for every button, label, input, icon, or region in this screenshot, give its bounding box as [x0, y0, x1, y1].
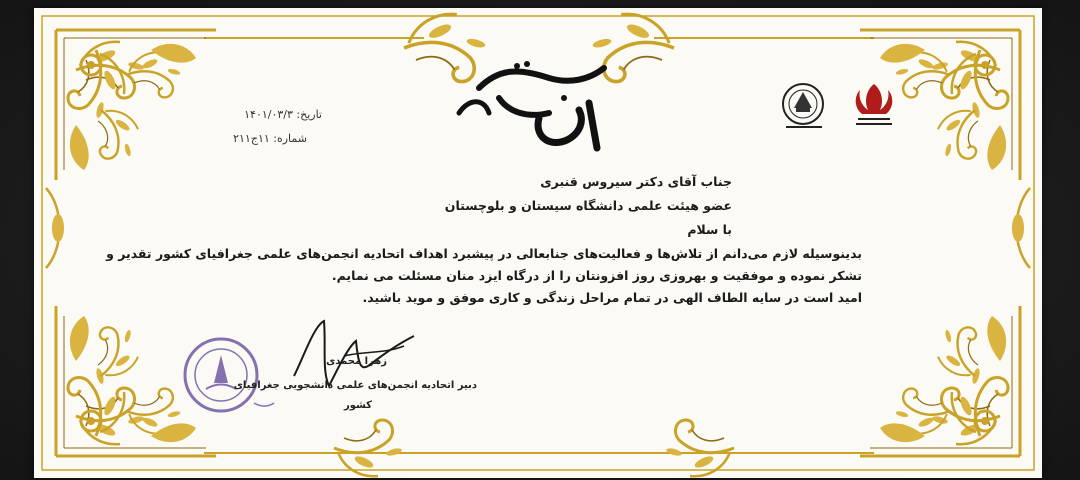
body-line-3: امید است در سایه الطاف الهی در تمام مراحل زندگی و کاری موفق و موید باشید. [362, 290, 862, 305]
association-stamp-icon [176, 333, 276, 423]
certificate-date: تاریخ: ۱۴۰۱/۰۳/۳ [244, 108, 322, 121]
certificate-number: شماره: ۱۱ج۲۱۱ [233, 132, 307, 145]
signer-name: زهرا محمدی [326, 356, 387, 367]
signer-title: دبیر اتحادیه انجمن‌های علمی دانشجویی جغرافیای [233, 380, 477, 391]
iran-emblem-icon [844, 80, 904, 130]
body-line-1: بدینوسیله لازم می‌دانم از تلاش‌ها و فعالیت‌های جنابعالی در پیشبرد اهداف اتحادیه انجمن‌های علمی جغرافیای کشور تقدیر و [106, 246, 862, 261]
university-logo-icon [776, 78, 831, 133]
recipient-line: جناب آقای دکتر سیروس قنبری [540, 174, 732, 189]
certificate-paper [34, 8, 1042, 478]
greeting-line: با سلام [687, 222, 732, 237]
position-line: عضو هیئت علمی دانشگاه سیستان و بلوچستان [444, 198, 732, 213]
body-line-2: تشکر نموده و موفقیت و بهروزی روز افزونتان را از درگاه ایزد منان مسئلت می نمایم. [331, 268, 862, 283]
signer-title-country: کشور [343, 400, 372, 411]
